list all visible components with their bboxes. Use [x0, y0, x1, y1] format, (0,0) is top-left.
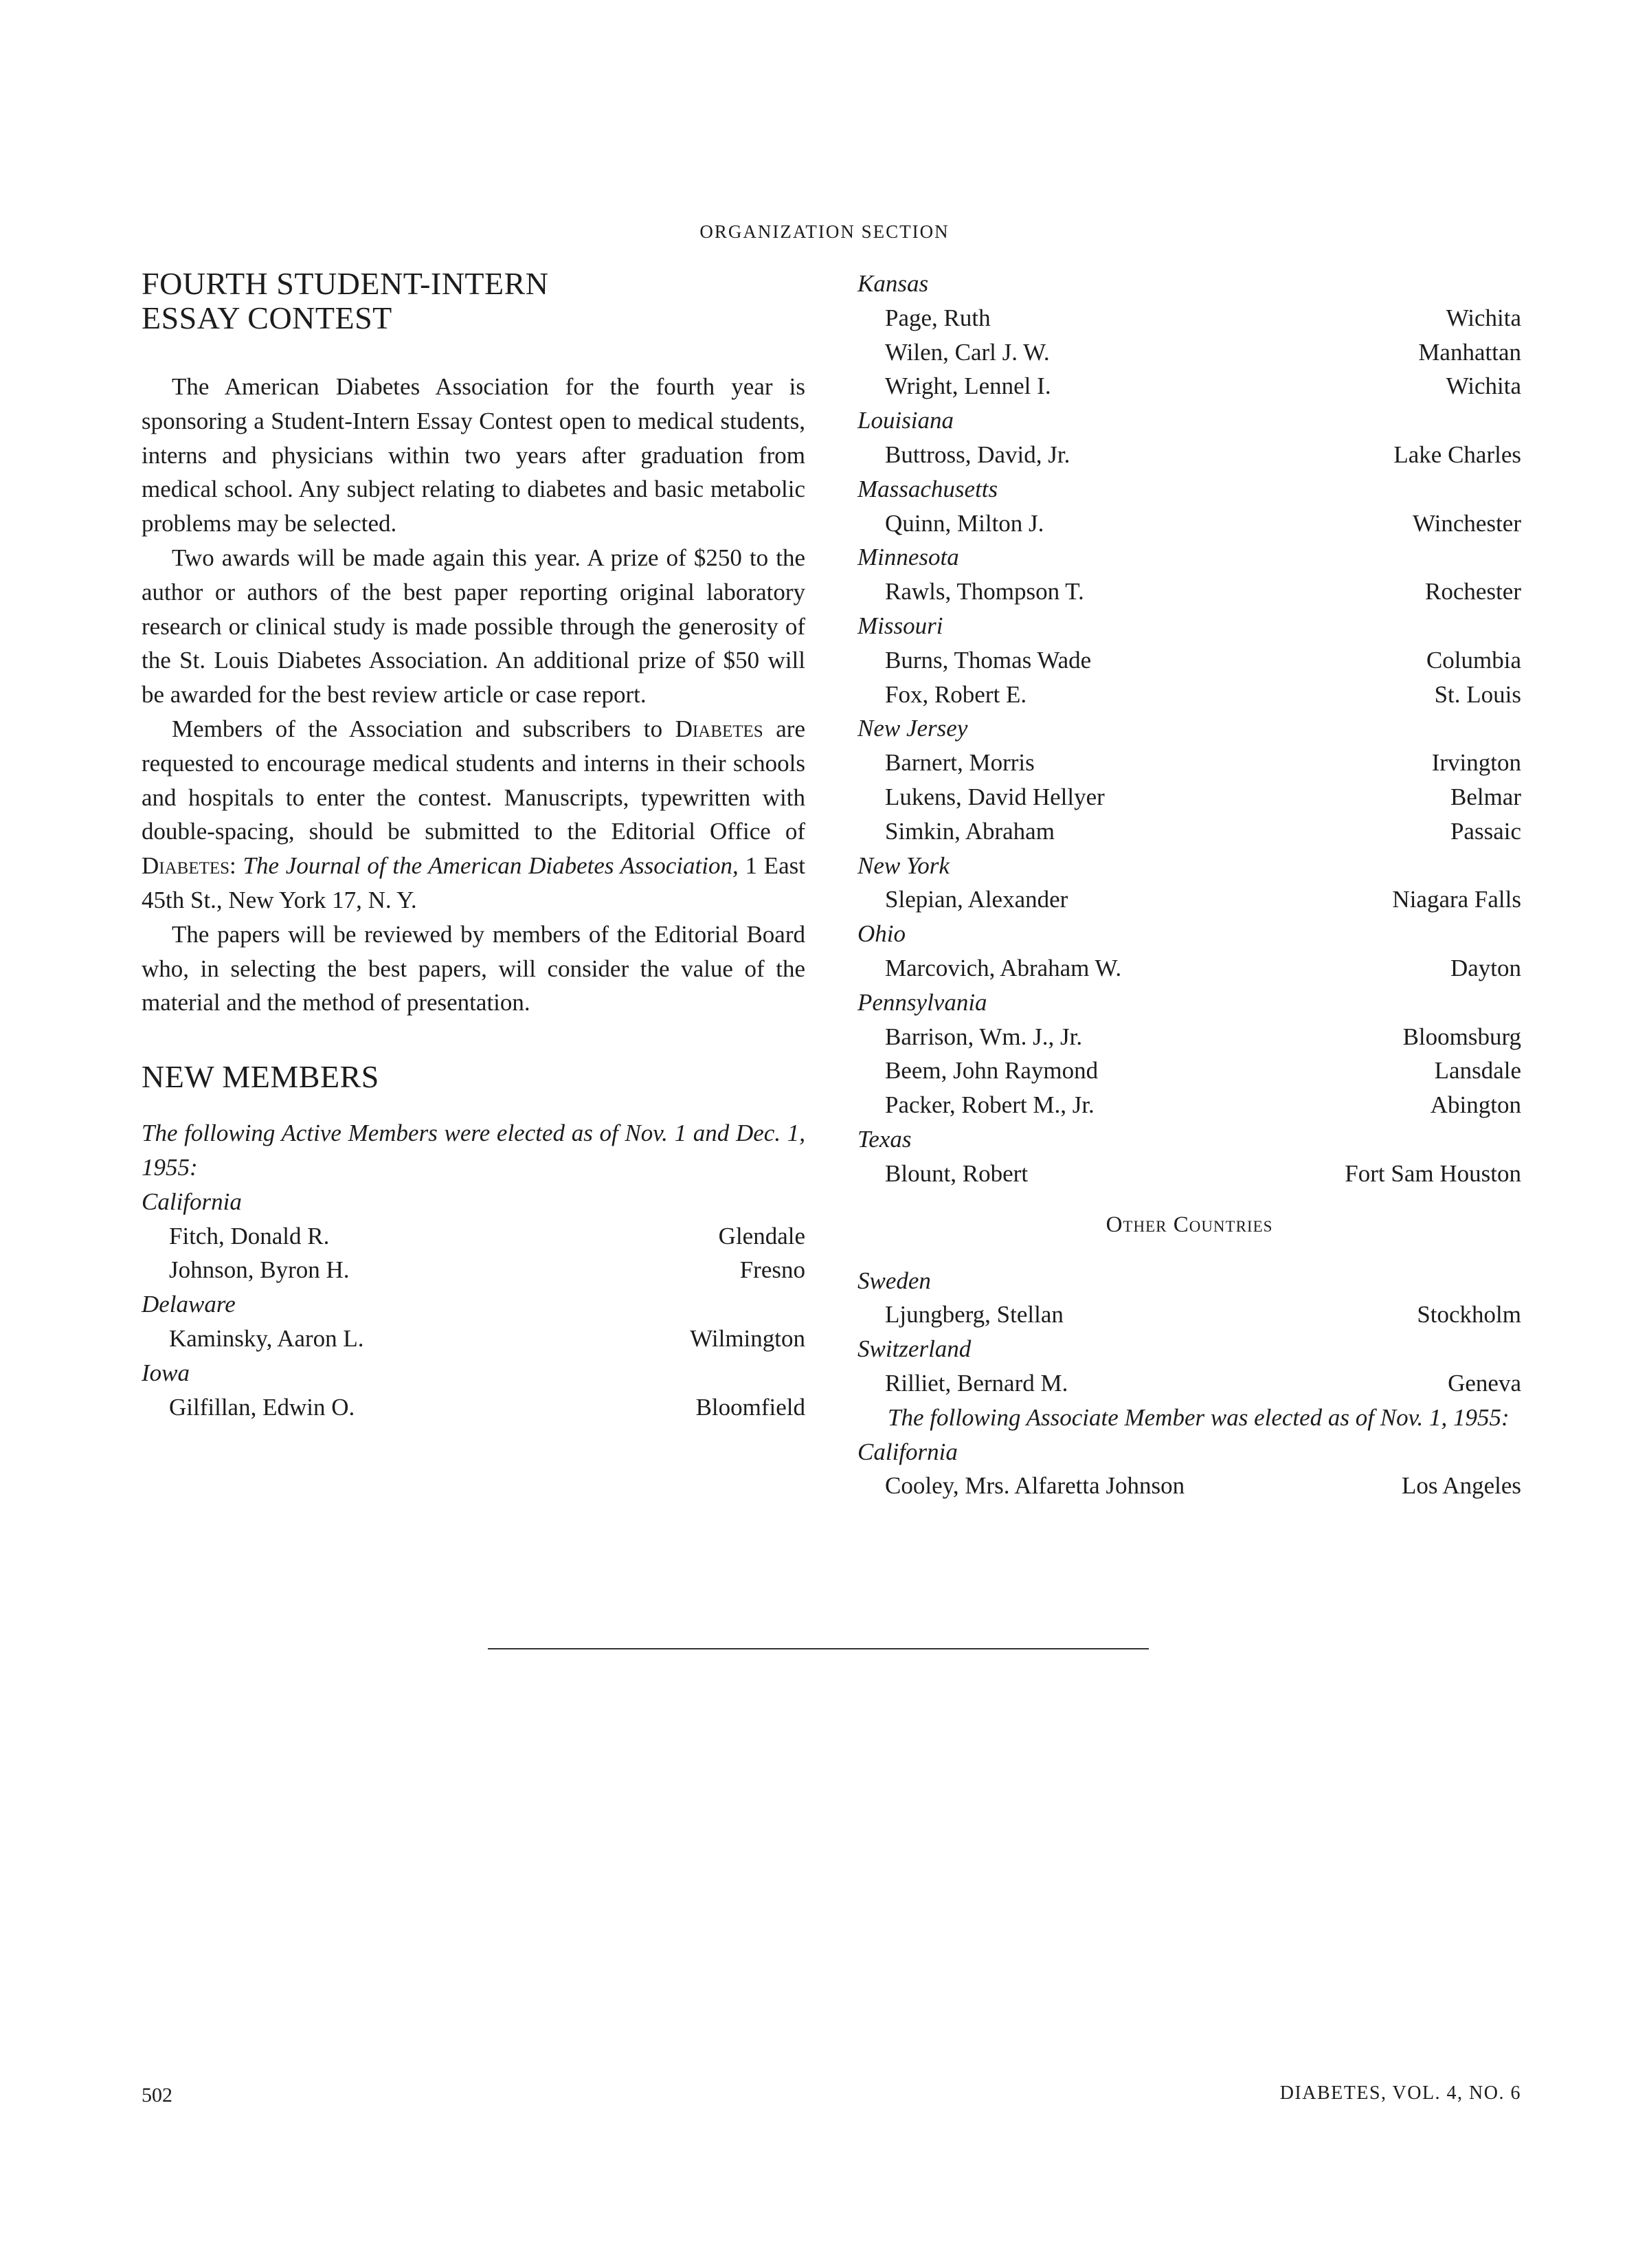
- state-heading: Sweden: [857, 1267, 931, 1294]
- member-city: Abington: [1430, 1091, 1521, 1119]
- essay-heading-line1: FOURTH STUDENT-INTERN: [142, 266, 549, 301]
- member-row: [142, 1322, 805, 1356]
- member-name: Fox, Robert E.: [885, 680, 1027, 708]
- member-name: Fitch, Donald R.: [169, 1222, 330, 1249]
- essay-contest-heading: [142, 267, 805, 335]
- member-name: Barrison, Wm. J., Jr.: [885, 1023, 1083, 1050]
- member-city: St. Louis: [1434, 680, 1521, 708]
- associate-member-list: [857, 1435, 1521, 1504]
- member-row: [857, 1157, 1521, 1191]
- member-name: Johnson, Byron H.: [169, 1256, 350, 1284]
- state-heading: Iowa: [142, 1359, 190, 1386]
- state-heading: California: [142, 1188, 242, 1215]
- member-row: [857, 951, 1521, 986]
- member-city: Columbia: [1426, 646, 1521, 674]
- member-row: [142, 1219, 805, 1254]
- member-city: Rochester: [1425, 578, 1521, 605]
- member-row: [857, 814, 1521, 849]
- member-city: Irvington: [1431, 749, 1521, 777]
- right-column: [857, 267, 1521, 1503]
- member-name: Cooley, Mrs. Alfaretta Johnson: [885, 1472, 1185, 1500]
- member-name: Slepian, Alexander: [885, 886, 1068, 913]
- member-city: Fort Sam Houston: [1345, 1159, 1521, 1187]
- member-name: Blount, Robert: [885, 1159, 1029, 1187]
- member-city: Wichita: [1446, 373, 1521, 400]
- member-row: [857, 575, 1521, 609]
- member-row: [857, 1469, 1521, 1503]
- member-city: Bloomsburg: [1402, 1023, 1521, 1050]
- member-city: Wichita: [1446, 304, 1521, 331]
- member-city: Geneva: [1448, 1369, 1521, 1397]
- member-city: Glendale: [718, 1222, 805, 1249]
- state-heading: Delaware: [142, 1291, 236, 1318]
- member-name: Rawls, Thompson T.: [885, 578, 1084, 605]
- state-heading: Switzerland: [857, 1335, 972, 1363]
- member-city: Los Angeles: [1401, 1472, 1521, 1500]
- member-city: Wilmington: [690, 1324, 805, 1352]
- state-heading: Missouri: [857, 612, 943, 639]
- member-row: [857, 780, 1521, 814]
- member-city: Manhattan: [1418, 338, 1521, 366]
- state-heading: Texas: [857, 1125, 912, 1153]
- essay-paragraph-1: The American Diabetes Association for the fourth year is sponsoring a Student-Intern Essay Contest open to medical students, interns and physicians within two years after graduation from medical school. Any subject relating to diabetes and basic metabolic problems may be selected.: [142, 373, 805, 537]
- member-city: Lake Charles: [1393, 441, 1521, 468]
- member-row: [857, 1088, 1521, 1122]
- state-heading: Massachusetts: [857, 475, 998, 502]
- member-name: Lukens, David Hellyer: [885, 783, 1105, 810]
- essay-p3-part-d: 1 East 45th St., New York 17, N. Y.: [142, 852, 805, 913]
- member-row: [857, 438, 1521, 472]
- state-heading: Louisiana: [857, 407, 954, 434]
- member-name: Wilen, Carl J. W.: [885, 338, 1050, 366]
- diabetes-journal-name: Diabetes: [142, 852, 230, 880]
- member-row: [857, 369, 1521, 403]
- essay-paragraph-2: Two awards will be made again this year. A prize of $250 to the author or authors of the best paper reporting original laboratory research or clinical study is made possible through the generosity of the St. Louis Diabetes Association. An additional prize of $50 will be awarded for the best review article or case report.: [142, 544, 805, 709]
- member-name: Ljungberg, Stellan: [885, 1301, 1064, 1328]
- essay-p3-part-b: are requested to encourage medical students and interns in their schools and hospitals to enter the contest. Manuscripts, typewritten with double-spacing, should be submitted to the Editorial Office of: [142, 715, 805, 845]
- state-heading: Minnesota: [857, 544, 959, 571]
- diabetes-journal-name: Diabetes: [675, 715, 763, 742]
- right-member-list: [857, 267, 1521, 1191]
- member-name: Rilliet, Bernard M.: [885, 1369, 1068, 1397]
- state-heading: Kansas: [857, 270, 929, 297]
- state-heading: California: [857, 1438, 958, 1465]
- member-city: Fresno: [739, 1256, 805, 1284]
- new-members-heading: NEW MEMBERS: [142, 1059, 379, 1095]
- member-row: [857, 678, 1521, 712]
- state-heading: New Jersey: [857, 715, 968, 742]
- running-head: ORGANIZATION SECTION: [699, 221, 950, 242]
- essay-p3-part-a: Members of the Association and subscribers to: [172, 715, 675, 742]
- state-heading: Pennsylvania: [857, 988, 987, 1016]
- member-city: Belmar: [1450, 783, 1521, 810]
- member-name: Page, Ruth: [885, 304, 991, 331]
- member-city: Passaic: [1450, 817, 1521, 845]
- member-city: Lansdale: [1434, 1057, 1521, 1085]
- end-rule: [488, 1648, 1149, 1649]
- member-name: Burns, Thomas Wade: [885, 646, 1092, 674]
- member-row: [857, 1366, 1521, 1401]
- member-name: Beem, John Raymond: [885, 1057, 1099, 1085]
- member-row: [142, 1390, 805, 1425]
- page-number: 502: [142, 2084, 172, 2106]
- member-row: [857, 746, 1521, 780]
- essay-p3-part-c: :: [229, 852, 243, 880]
- member-city: Niagara Falls: [1392, 886, 1521, 913]
- left-column: [142, 267, 805, 1424]
- other-countries-list: [857, 1264, 1521, 1401]
- member-name: Barnert, Morris: [885, 749, 1035, 777]
- member-row: [857, 507, 1521, 541]
- other-countries-heading: Other Countries: [1106, 1212, 1273, 1237]
- member-name: Simkin, Abraham: [885, 817, 1055, 845]
- member-name: Marcovich, Abraham W.: [885, 954, 1122, 981]
- member-name: Packer, Robert M., Jr.: [885, 1091, 1095, 1119]
- journal-full-title: The Journal of the American Diabetes Association,: [243, 852, 739, 880]
- member-row: [857, 335, 1521, 370]
- member-row: [857, 1298, 1521, 1332]
- essay-paragraph-4: The papers will be reviewed by members of the Editorial Board who, in selecting the best papers, will consider the value of the material and the method of presentation.: [142, 920, 805, 1016]
- state-heading: Ohio: [857, 920, 906, 948]
- member-name: Wright, Lennel I.: [885, 373, 1051, 400]
- member-row: [857, 882, 1521, 917]
- member-city: Winchester: [1413, 509, 1521, 537]
- new-members-intro: The following Active Members were elected as of Nov. 1 and Dec. 1, 1955:: [142, 1120, 805, 1181]
- member-city: Bloomfield: [695, 1393, 805, 1421]
- member-city: Dayton: [1450, 954, 1521, 981]
- member-city: Stockholm: [1417, 1301, 1521, 1328]
- member-name: Kaminsky, Aaron L.: [169, 1324, 364, 1352]
- member-name: Gilfillan, Edwin O.: [169, 1393, 355, 1421]
- state-heading: New York: [857, 852, 950, 879]
- left-member-list: [142, 1185, 805, 1425]
- member-name: Buttross, David, Jr.: [885, 441, 1070, 468]
- member-row: [857, 1020, 1521, 1054]
- associate-member-intro: The following Associate Member was elected as of Nov. 1, 1955:: [888, 1403, 1510, 1431]
- essay-heading-line2: ESSAY CONTEST: [142, 300, 392, 335]
- member-row: [857, 643, 1521, 678]
- member-row: [857, 301, 1521, 335]
- essay-paragraph-3: [142, 712, 805, 918]
- member-row: [857, 1054, 1521, 1088]
- member-name: Quinn, Milton J.: [885, 509, 1044, 537]
- member-row: [142, 1253, 805, 1287]
- journal-footer: DIABETES, VOL. 4, NO. 6: [1279, 2082, 1521, 2104]
